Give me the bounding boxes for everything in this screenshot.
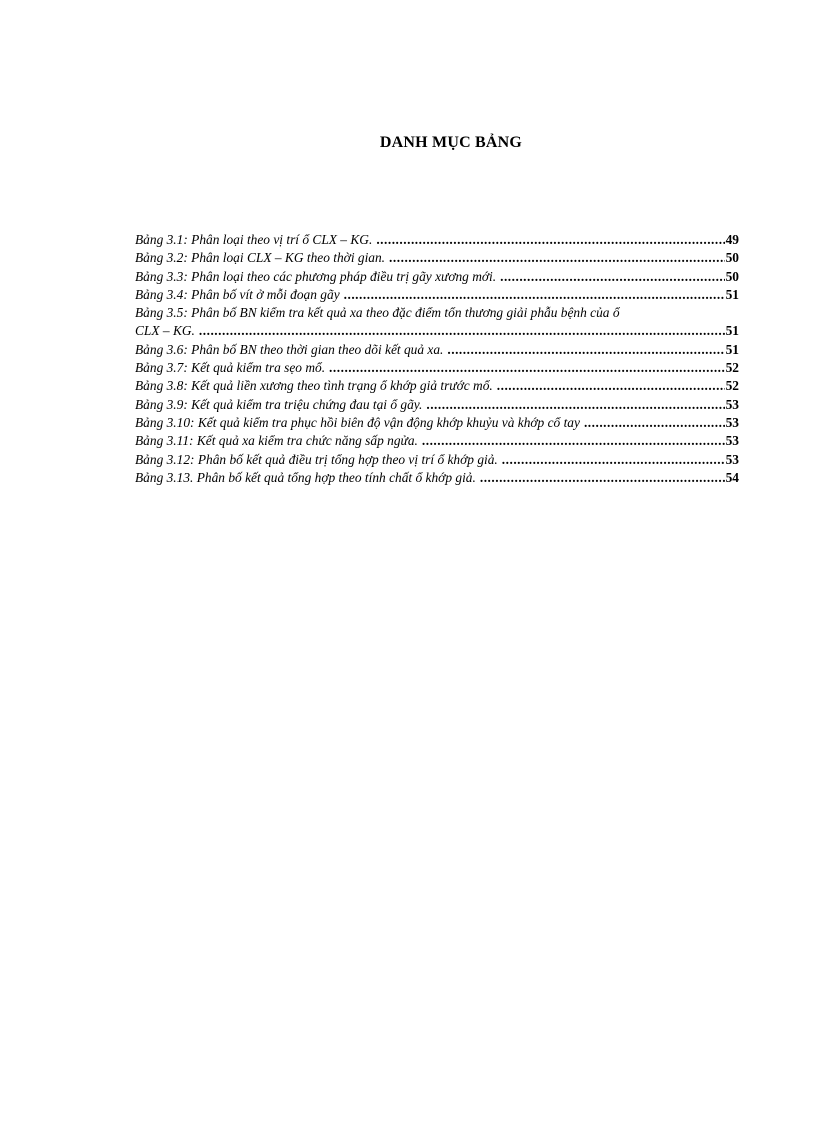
toc-entry-page: 49 (725, 232, 739, 247)
toc-entry-page: 51 (725, 341, 739, 357)
toc-entry-label: Bảng 3.2: Phân loại CLX – KG theo thời gian. (135, 250, 386, 266)
toc-entry (135, 304, 739, 341)
toc-entry-label: Bảng 3.12: Phân bố kết quả điều trị tổng hợp theo vị trí ổ khớp giả. (135, 451, 498, 467)
toc-entry-label-continued: CLX – KG. (135, 323, 195, 339)
page-title: DANH MỤC BẢNG (379, 134, 523, 151)
table-of-contents (135, 231, 739, 487)
dot-leader (426, 396, 724, 414)
dot-leader (497, 377, 725, 395)
toc-entry (135, 341, 739, 359)
toc-entry-page: 52 (725, 378, 739, 394)
dot-leader (389, 249, 725, 267)
toc-entry-page: 50 (725, 268, 739, 284)
toc-entry-label: Bảng 3.7: Kết quả kiểm tra sẹo mổ. (135, 360, 326, 376)
toc-entry (135, 359, 739, 377)
toc-entry (135, 451, 739, 469)
toc-entry (135, 432, 739, 450)
dot-leader (376, 231, 724, 249)
toc-entry (135, 249, 739, 267)
toc-entry (135, 414, 739, 432)
toc-entry-label: Bảng 3.6: Phân bố BN theo thời gian theo dõi kết quả xa. (135, 341, 444, 357)
toc-entry-page: 51 (725, 286, 739, 302)
toc-entry-label: Bảng 3.13. Phân bố kết quả tổng hợp theo tính chất ổ khớp giả. (135, 469, 476, 485)
dot-leader (500, 268, 725, 286)
dot-leader (584, 414, 725, 432)
toc-entry-label: Bảng 3.11: Kết quả xa kiểm tra chức năng sấp ngửa. (135, 433, 418, 449)
toc-entry (135, 469, 739, 487)
toc-entry-page: 53 (725, 396, 739, 412)
dot-leader (344, 286, 725, 304)
toc-entry-label: Bảng 3.3: Phân loại theo các phương pháp điều trị gãy xương mới. (135, 268, 497, 284)
toc-entry (135, 396, 739, 414)
toc-entry-page: 53 (725, 414, 739, 430)
toc-entry-label: Bảng 3.4: Phân bố vít ở mỗi đoạn gãy (135, 286, 340, 302)
dot-leader (199, 322, 725, 340)
toc-entry-page: 50 (725, 250, 739, 266)
dot-leader (480, 469, 725, 487)
toc-entry-label: Bảng 3.5: Phân bố BN kiểm tra kết quả xa theo đặc điểm tổn thương giải phẫu bệnh của ổ (135, 305, 620, 321)
toc-entry (135, 268, 739, 286)
toc-entry (135, 377, 739, 395)
toc-entry-label: Bảng 3.10: Kết quả kiểm tra phục hồi biên độ vận động khớp khuỷu và khớp cổ tay (135, 414, 580, 430)
toc-entry-label: Bảng 3.1: Phân loại theo vị trí ổ CLX – KG. (135, 232, 373, 247)
toc-entry (135, 286, 739, 304)
toc-entry-label: Bảng 3.8: Kết quả liền xương theo tình trạng ổ khớp giả trước mổ. (135, 378, 493, 394)
dot-leader (502, 451, 725, 469)
toc-entry-page: 53 (725, 451, 739, 467)
dot-leader (422, 432, 725, 450)
dot-leader (329, 359, 725, 377)
toc-entry-page: 51 (725, 323, 739, 339)
toc-entry-page: 52 (725, 360, 739, 376)
toc-entry-page: 53 (725, 433, 739, 449)
toc-entry-label: Bảng 3.9: Kết quả kiểm tra triệu chứng đau tại ổ gãy. (135, 396, 423, 412)
toc-entry (135, 231, 739, 249)
toc-entry-page: 54 (725, 469, 739, 485)
dot-leader (447, 341, 724, 359)
